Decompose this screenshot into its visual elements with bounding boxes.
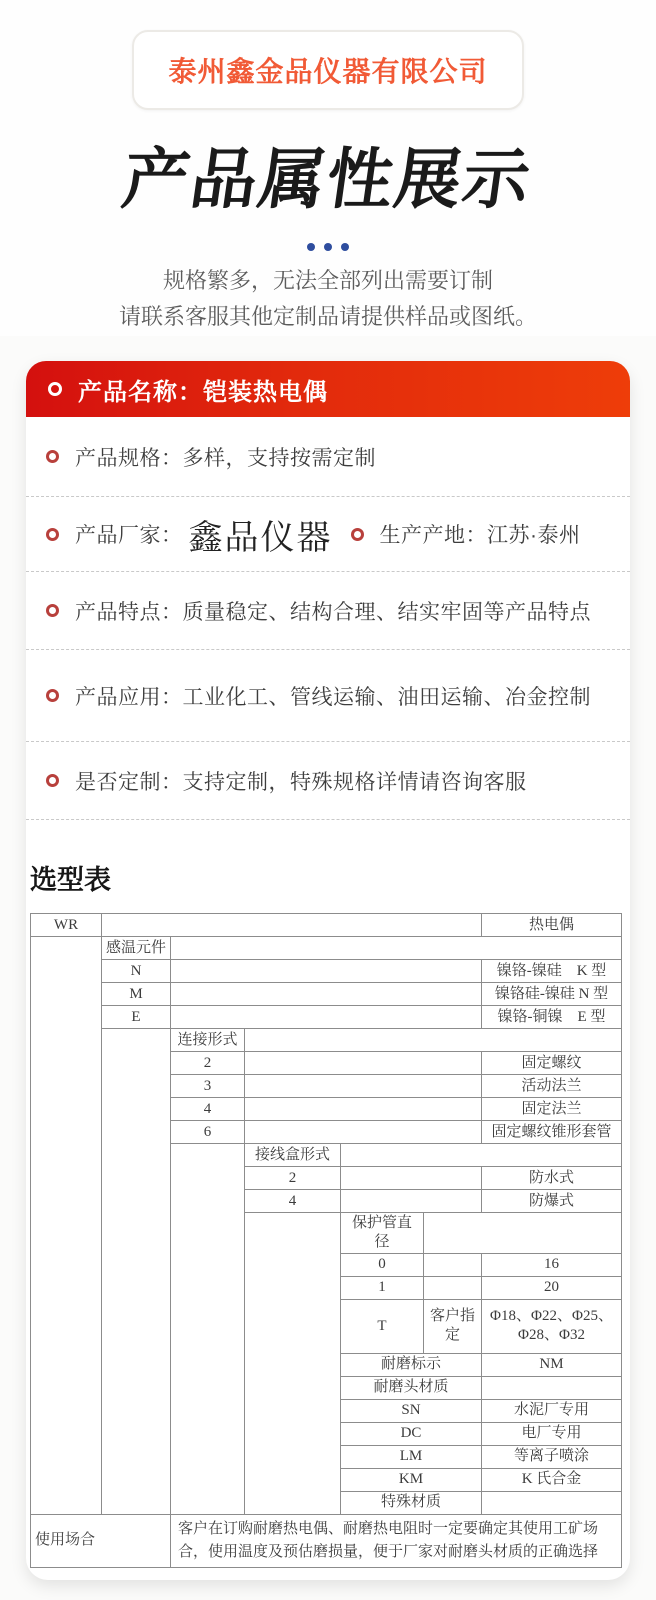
- attr-text: 是否定制：支持定制，特殊规格详情请咨询客服: [75, 770, 527, 794]
- cell-code: 6: [171, 1121, 245, 1144]
- cell-empty: [245, 1098, 482, 1121]
- cell-code: 4: [245, 1190, 341, 1213]
- cell-empty: [171, 937, 622, 960]
- cell-code: 4: [171, 1098, 245, 1121]
- cell-empty: [102, 1029, 171, 1515]
- cell-code: 3: [171, 1075, 245, 1098]
- cell-tube-diameter-header: 保护管直径: [341, 1213, 424, 1254]
- product-name-text: 产品名称：铠装热电偶: [78, 378, 328, 406]
- cell-wear-head-material: 耐磨头材质: [341, 1376, 482, 1399]
- cell-sensing-element: 感温元件: [102, 937, 171, 960]
- intro-line-2: 请联系客服其他定制品请提供样品或图纸。: [118, 304, 537, 330]
- table-row: [31, 1029, 622, 1052]
- cell-value: 16: [482, 1253, 622, 1276]
- cell-connection-header: 连接形式: [171, 1029, 245, 1052]
- dot-icon: [324, 243, 332, 251]
- intro-line-1: 规格繁多，无法全部列出需要订制: [162, 268, 493, 293]
- manufacturer-label: 产品厂家：: [75, 524, 183, 547]
- attr-row-customization: [26, 742, 630, 820]
- cell-value: 防爆式: [482, 1190, 622, 1213]
- cell-empty: [341, 1190, 482, 1213]
- dots-divider: [0, 243, 656, 251]
- selection-table-title: 选型表: [30, 865, 111, 895]
- cell-empty: [424, 1253, 482, 1276]
- cell-empty: [171, 1006, 482, 1029]
- attr-row-manufacturer: [26, 497, 630, 572]
- cell-value: 固定螺纹: [482, 1052, 622, 1075]
- cell-code: SN: [341, 1399, 482, 1422]
- ring-bullet-icon: [46, 528, 59, 541]
- cell-empty: [102, 914, 482, 937]
- cell-value: 活动法兰: [482, 1075, 622, 1098]
- cell-empty: [31, 937, 102, 1515]
- cell-empty: [482, 1491, 622, 1514]
- dot-icon: [341, 243, 349, 251]
- ring-bullet-icon: [46, 604, 59, 617]
- cell-junction-box-header: 接线盒形式: [245, 1144, 341, 1167]
- cell-empty: [171, 1144, 245, 1515]
- cell-wr: WR: [31, 914, 102, 937]
- cell-empty: [245, 1029, 622, 1052]
- table-row: [31, 914, 622, 937]
- cell-code: 2: [171, 1052, 245, 1075]
- cell-empty: [245, 1075, 482, 1098]
- cell-empty: [245, 1052, 482, 1075]
- cell-special-material: 特殊材质: [341, 1491, 482, 1514]
- selection-table: [30, 913, 622, 1568]
- table-row: [31, 1006, 622, 1029]
- cell-empty: [341, 1144, 622, 1167]
- cell-usage-note: 客户在订购耐磨热电偶、耐磨热电阻时一定要确定其使用工矿场合，使用温度及预估磨损量，便于厂家对耐磨头材质的正确选择: [171, 1514, 622, 1568]
- ring-bullet-icon: [48, 382, 62, 396]
- page-title: 产品属性展示: [118, 142, 537, 216]
- table-row: [31, 1514, 622, 1568]
- dot-icon: [307, 243, 315, 251]
- cell-empty: [424, 1276, 482, 1299]
- product-name-header: [26, 361, 630, 417]
- cell-value: 镍铬硅-镍硅 N 型: [482, 983, 622, 1006]
- intro-text: [0, 263, 656, 336]
- cell-code: LM: [341, 1445, 482, 1468]
- attr-text: 产品特点：质量稳定、结构合理、结实牢固等产品特点: [75, 600, 591, 624]
- cell-value: 镍铬-铜镍 E 型: [482, 1006, 622, 1029]
- cell-empty: [482, 1376, 622, 1399]
- cell-value: 防水式: [482, 1167, 622, 1190]
- cell-empty: [341, 1167, 482, 1190]
- cell-usage-label: 使用场合: [31, 1514, 171, 1568]
- ring-bullet-icon: [46, 774, 59, 787]
- cell-code: DC: [341, 1422, 482, 1445]
- table-row: [31, 960, 622, 983]
- cell-empty: [171, 983, 482, 1006]
- cell-value: 水泥厂专用: [482, 1399, 622, 1422]
- cell-empty: [245, 1121, 482, 1144]
- cell-code: M: [102, 983, 171, 1006]
- product-card: [26, 361, 630, 1580]
- table-row: [31, 937, 622, 960]
- cell-customer-specified: 客户指定: [424, 1299, 482, 1353]
- cell-value: 镍铬-镍硅 K 型: [482, 960, 622, 983]
- cell-value: Φ18、Φ22、Φ25、Φ28、Φ32: [482, 1299, 622, 1353]
- cell-value: NM: [482, 1353, 622, 1376]
- cell-thermocouple: 热电偶: [482, 914, 622, 937]
- origin-text: 生产产地：江苏·泰州: [379, 524, 581, 547]
- cell-value: 电厂专用: [482, 1422, 622, 1445]
- cell-empty: [245, 1213, 341, 1515]
- table-row: [31, 983, 622, 1006]
- brand-name: 鑫品仪器: [188, 518, 333, 557]
- cell-code: KM: [341, 1468, 482, 1491]
- hero-section: [0, 0, 656, 336]
- cell-empty: [171, 960, 482, 983]
- ring-bullet-icon: [351, 528, 364, 541]
- cell-code: 1: [341, 1276, 424, 1299]
- cell-value: 20: [482, 1276, 622, 1299]
- ring-bullet-icon: [46, 450, 59, 463]
- attr-row-spec: [26, 417, 630, 497]
- attr-row-features: [26, 572, 630, 650]
- ring-bullet-icon: [46, 689, 59, 702]
- cell-value: K 氏合金: [482, 1468, 622, 1491]
- cell-code: 2: [245, 1167, 341, 1190]
- cell-code: N: [102, 960, 171, 983]
- cell-code: T: [341, 1299, 424, 1353]
- cell-value: 等离子喷涂: [482, 1445, 622, 1468]
- cell-value: 固定法兰: [482, 1098, 622, 1121]
- attr-text: 产品规格：多样，支持按需定制: [75, 446, 376, 470]
- cell-value: 固定螺纹锥形套管: [482, 1121, 622, 1144]
- attr-text: 产品应用：工业化工、管线运输、油田运输、冶金控制: [75, 685, 591, 709]
- company-badge: 泰州鑫金品仪器有限公司: [132, 30, 523, 110]
- cell-code: E: [102, 1006, 171, 1029]
- selection-table-section: [30, 858, 624, 1568]
- attr-row-applications: [26, 650, 630, 742]
- cell-empty: [424, 1213, 622, 1254]
- cell-wear-mark: 耐磨标示: [341, 1353, 482, 1376]
- cell-code: 0: [341, 1253, 424, 1276]
